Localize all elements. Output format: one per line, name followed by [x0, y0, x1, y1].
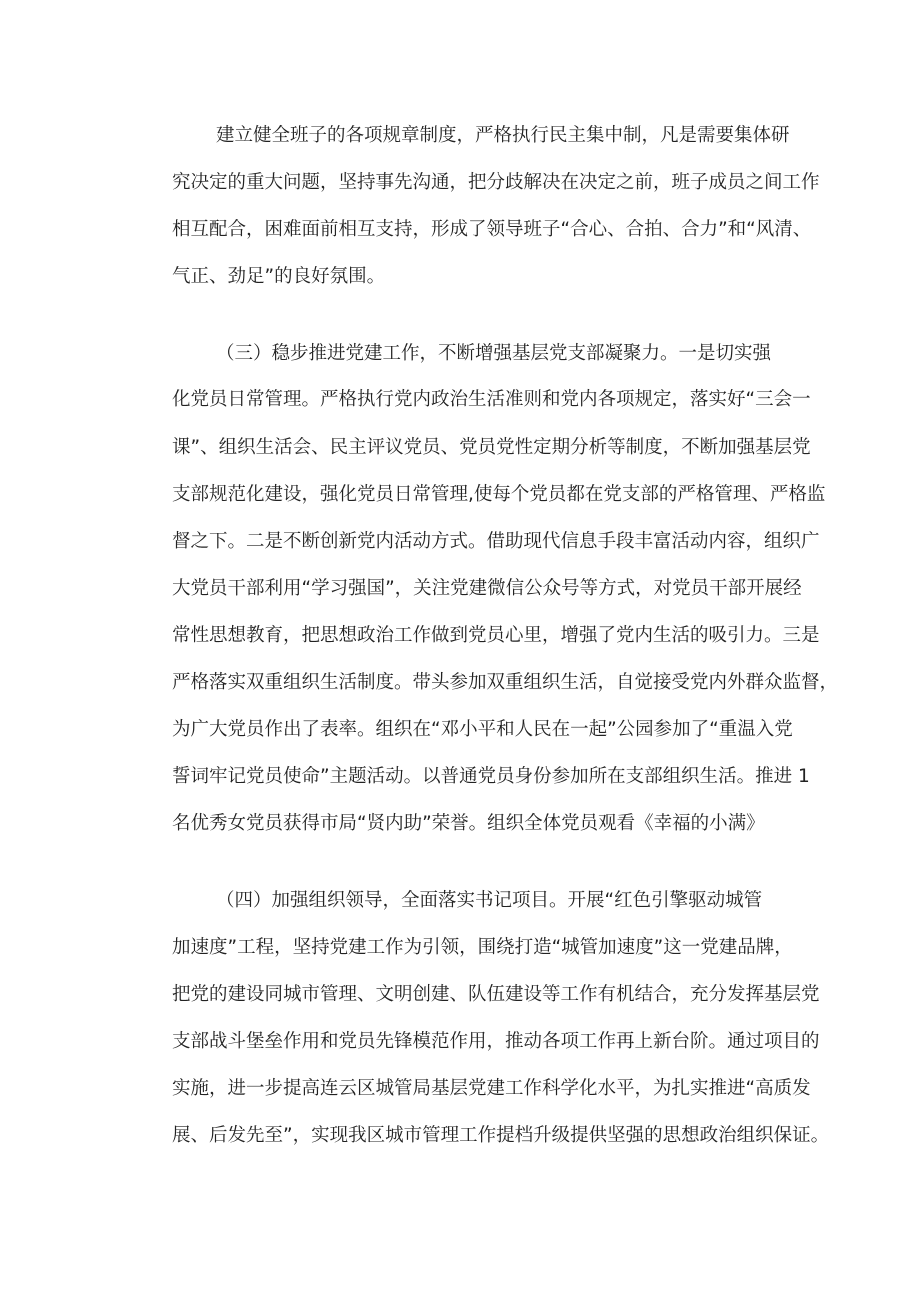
- paragraph-line: 究决定的重大问题，坚持事先沟通，把分歧解决在决定之前，班子成员之间工作: [172, 172, 820, 193]
- paragraph-line: 为广大党员作出了表率。组织在“邓小平和人民在一起”公园参加了“重温入党: [172, 719, 793, 740]
- paragraph-line: （四）加强组织领导，全面落实书记项目。开展“红色引擎驱动城管: [216, 890, 763, 911]
- paragraph-line: 实施，进一步提高连云区城管局基层党建工作科学化水平，为扎实推进“高质发: [172, 1078, 811, 1099]
- paragraph-line: 支部规范化建设，强化党员日常管理,使每个党员都在党支部的严格管理、严格监: [172, 484, 826, 505]
- paragraph-line: 把党的建设同城市管理、文明创建、队伍建设等工作有机结合，充分发挥基层党: [172, 984, 820, 1005]
- paragraph-line: 展、后发先至”，实现我区城市管理工作提档升级提供坚强的思想政治组织保证。: [172, 1125, 830, 1146]
- paragraph-line: 严格落实双重组织生活制度。带头参加双重组织生活，自觉接受党内外群众监督，: [172, 672, 839, 693]
- paragraph-line: 加速度”工程，坚持党建工作为引领，围绕打造“城管加速度”这一党建品牌，: [172, 937, 793, 958]
- paragraph-line: 常性思想教育，把思想政治工作做到党员心里，增强了党内生活的吸引力。三是: [172, 625, 820, 646]
- paragraph-line: 名优秀女党员获得市局“贤内助”荣誉。组织全体党员观看《幸福的小满》: [172, 813, 765, 834]
- paragraph-line: 大党员干部利用“学习强国”，关注党建微信公众号等方式，对党员干部开展经: [172, 578, 802, 599]
- paragraph-line: 支部战斗堡垒作用和党员先锋模范作用，推动各项工作再上新台阶。通过项目的: [172, 1031, 820, 1052]
- paragraph-line: 气正、劲足”的良好氛围。: [172, 266, 386, 287]
- paragraph-line: 建立健全班子的各项规章制度，严格执行民主集中制，凡是需要集体研: [216, 125, 790, 146]
- paragraph-line: （三）稳步推进党建工作，不断增强基层党支部凝聚力。一是切实强: [216, 343, 772, 364]
- paragraph-line: 督之下。二是不断创新党内活动方式。借助现代信息手段丰富活动内容，组织广: [172, 531, 820, 552]
- paragraph-line: 课”、组织生活会、民主评议党员、党员党性定期分析等制度，不断加强基层党: [172, 437, 811, 458]
- paragraph-line: 化党员日常管理。严格执行党内政治生活准则和党内各项规定，落实好“三会一: [172, 389, 811, 410]
- paragraph-line: 誓词牢记党员使命”主题活动。以普通党员身份参加所在支部组织生活。推进 1: [172, 766, 810, 787]
- paragraph-line: 相互配合，困难面前相互支持，形成了领导班子“合心、合拍、合力”和“风清、: [172, 219, 812, 240]
